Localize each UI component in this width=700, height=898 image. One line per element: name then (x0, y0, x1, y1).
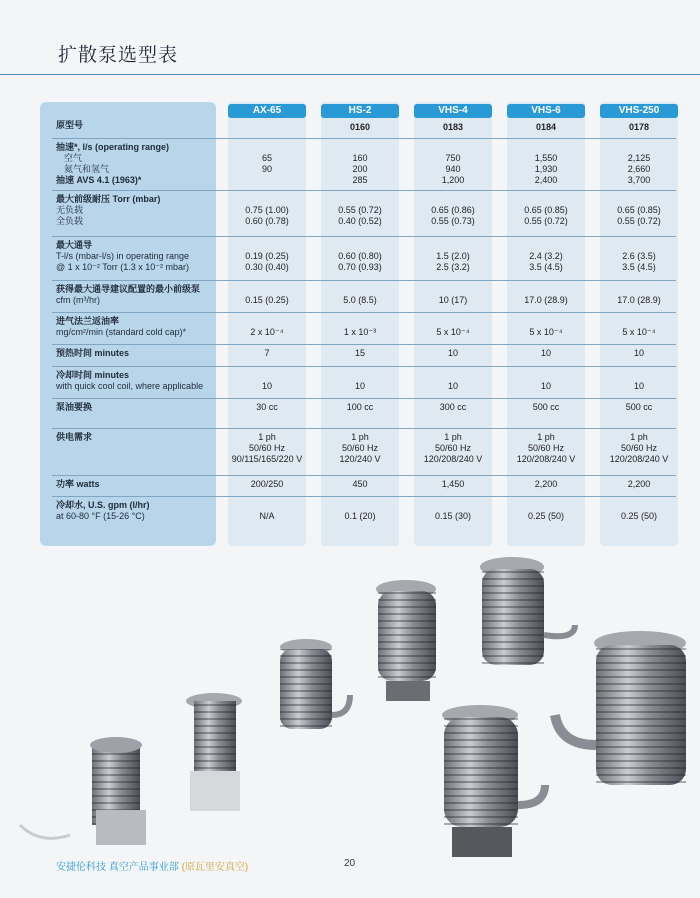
table-cell: 5 x 10⁻⁴ (529, 327, 563, 337)
row-label-line: at 60-80 °F (15-26 °C) (56, 511, 145, 521)
table-cell: 1,450 (441, 479, 465, 489)
table-cell: 1 ph 50/60 Hz 90/115/165/220 V (231, 432, 303, 464)
table-cell: 1 x 10⁻³ (343, 327, 377, 337)
table-cell: 750 940 1,200 (441, 153, 465, 185)
footer-company (56, 858, 248, 873)
table-cell: 7 (264, 348, 270, 358)
page-title: 扩散泵选型表 (58, 44, 179, 66)
table-cell: 500 cc (532, 402, 560, 412)
row-label (56, 316, 224, 338)
table-cell: 10 (540, 348, 551, 358)
row-label-line: 获得最大通导建议配置的最小前级泵 (56, 284, 201, 294)
row-label-line: 进气法兰返油率 (56, 316, 120, 326)
page-number: 20 (344, 858, 356, 869)
footer-brand: (原瓦里安真空) (181, 862, 249, 873)
pump-ax65-image (20, 737, 146, 845)
row-label (56, 370, 224, 392)
row-label (56, 240, 224, 273)
table-cell: 1 ph 50/60 Hz 120/208/240 V (423, 432, 483, 464)
row-label-line: 原型号 (56, 120, 84, 130)
row-divider (52, 428, 676, 429)
table-cell: 2 x 10⁻⁴ (250, 327, 284, 337)
table-cell: 0.1 (20) (344, 511, 376, 521)
row-label-line: 抽速*, l/s (operating range) (56, 142, 170, 152)
table-cell: 0.15 (0.25) (245, 295, 289, 305)
table-cell: 15 (354, 348, 365, 358)
row-label-line: 氦气和氢气 (64, 164, 110, 174)
row-label-line: T-l/s (mbar-l/s) in operating range (56, 251, 190, 261)
table-cell: 1 ph 50/60 Hz 120/208/240 V (516, 432, 576, 464)
table-cell: 2,200 (534, 479, 558, 489)
row-label (56, 142, 224, 186)
row-label (56, 348, 224, 359)
model-header: AX-65 (228, 104, 306, 118)
row-label-line: 冷却水, U.S. gpm (l/hr) (56, 500, 150, 510)
table-cell: 0.65 (0.85) 0.55 (0.72) (524, 205, 568, 226)
row-label-line: 泵油要换 (56, 402, 93, 412)
table-cell: 17.0 (28.9) (524, 295, 568, 305)
row-label (56, 120, 224, 131)
row-label (56, 402, 224, 413)
pump-vhs6-front-image (442, 705, 545, 857)
table-cell: 10 (261, 381, 272, 391)
row-divider (52, 312, 676, 313)
table-cell: 0.55 (0.72) 0.40 (0.52) (338, 205, 382, 226)
footer-company-name: 安捷伦科技 真空产品事业部 (56, 862, 179, 873)
row-divider (52, 280, 676, 281)
table-cell: 0.75 (1.00) 0.60 (0.78) (245, 205, 289, 226)
table-cell: 200/250 (250, 479, 284, 489)
table-cell: 500 cc (625, 402, 653, 412)
row-label (56, 432, 224, 443)
table-cell: 1.5 (2.0) 2.5 (3.2) (436, 251, 470, 272)
table-cell: 0.19 (0.25) 0.30 (0.40) (245, 251, 289, 272)
row-label-line: @ 1 x 10⁻² Torr (1.3 x 10⁻² mbar) (56, 262, 190, 272)
table-cell: 10 (540, 381, 551, 391)
row-label-line: 最大通导 (56, 240, 93, 250)
row-label-line: 供电需求 (56, 432, 93, 442)
table-cell: 0.15 (30) (434, 511, 472, 521)
pump-large-image (555, 631, 686, 785)
table-cell: 450 (352, 479, 368, 489)
row-label-line: 功率 watts (56, 479, 100, 489)
row-label-line: with quick cool coil, where applicable (56, 381, 204, 391)
table-cell: 10 (354, 381, 365, 391)
model-code: 0184 (535, 122, 557, 132)
table-cell: 5 x 10⁻⁴ (622, 327, 656, 337)
table-cell: 0.65 (0.85) 0.55 (0.72) (617, 205, 661, 226)
table-cell: 160 200 285 (352, 153, 368, 185)
table-cell: 0.65 (0.86) 0.55 (0.73) (431, 205, 475, 226)
table-cell: 100 cc (346, 402, 374, 412)
row-label-line: mg/cm²/min (standard cold cap)* (56, 327, 187, 337)
model-header: VHS-250 (600, 104, 678, 118)
row-divider (52, 236, 676, 237)
model-code: 0160 (349, 122, 371, 132)
table-cell: 1 ph 50/60 Hz 120/208/240 V (609, 432, 669, 464)
row-divider (52, 496, 676, 497)
pump-vhs4-image (280, 639, 350, 729)
row-divider (52, 344, 676, 345)
table-cell: 65 90 (261, 153, 272, 174)
table-cell: 0.25 (50) (527, 511, 565, 521)
table-cell: 0.25 (50) (620, 511, 658, 521)
row-label (56, 194, 224, 227)
row-divider (52, 138, 676, 139)
row-label-line: 最大前级耐压 Torr (mbar) (56, 194, 161, 204)
table-cell: 30 cc (256, 402, 278, 412)
spec-table (40, 102, 676, 546)
table-cell: 10 (633, 348, 644, 358)
pump-vhs6-image (376, 580, 436, 701)
row-divider (52, 475, 676, 476)
table-cell: 5.0 (8.5) (343, 295, 377, 305)
row-label-line: 预热时间 minutes (56, 348, 130, 358)
table-cell: 10 (447, 348, 458, 358)
model-code (228, 120, 306, 134)
title-divider (0, 74, 700, 75)
model-code: 0183 (442, 122, 464, 132)
table-cell: 300 cc (439, 402, 467, 412)
row-divider (52, 190, 676, 191)
table-cell: 10 (17) (438, 295, 468, 305)
table-cell: 17.0 (28.9) (617, 295, 661, 305)
model-header: VHS-4 (414, 104, 492, 118)
table-cell: 10 (633, 381, 644, 391)
table-cell: 2.4 (3.2) 3.5 (4.5) (529, 251, 563, 272)
table-cell: N/A (259, 511, 275, 521)
table-cell: 0.60 (0.80) 0.70 (0.93) (338, 251, 382, 272)
table-cell: 2,125 2,660 3,700 (627, 153, 651, 185)
table-cell: 1 ph 50/60 Hz 120/240 V (339, 432, 381, 464)
row-divider (52, 398, 676, 399)
model-header: HS-2 (321, 104, 399, 118)
model-header: VHS-6 (507, 104, 585, 118)
row-label (56, 500, 224, 522)
row-label-line: 空气 (64, 153, 83, 163)
table-cell: 5 x 10⁻⁴ (436, 327, 470, 337)
pump-vhs250-image (480, 557, 575, 665)
row-label-line: 全负载 (56, 216, 84, 226)
row-label-line: 冷却时间 minutes (56, 370, 130, 380)
row-label-line: cfm (m³/hr) (56, 295, 100, 305)
row-label-line: 抽速 AVS 4.1 (1963)* (56, 175, 142, 185)
row-label-line: 无负载 (56, 205, 84, 215)
table-cell: 2.6 (3.5) 3.5 (4.5) (622, 251, 656, 272)
table-cell: 1,550 1,930 2,400 (534, 153, 558, 185)
row-label (56, 284, 224, 306)
row-label (56, 479, 224, 490)
pump-hs2-image (186, 693, 242, 811)
model-code: 0178 (628, 122, 650, 132)
table-cell: 10 (447, 381, 458, 391)
product-photo (0, 545, 700, 865)
row-divider (52, 366, 676, 367)
table-cell: 2,200 (627, 479, 651, 489)
